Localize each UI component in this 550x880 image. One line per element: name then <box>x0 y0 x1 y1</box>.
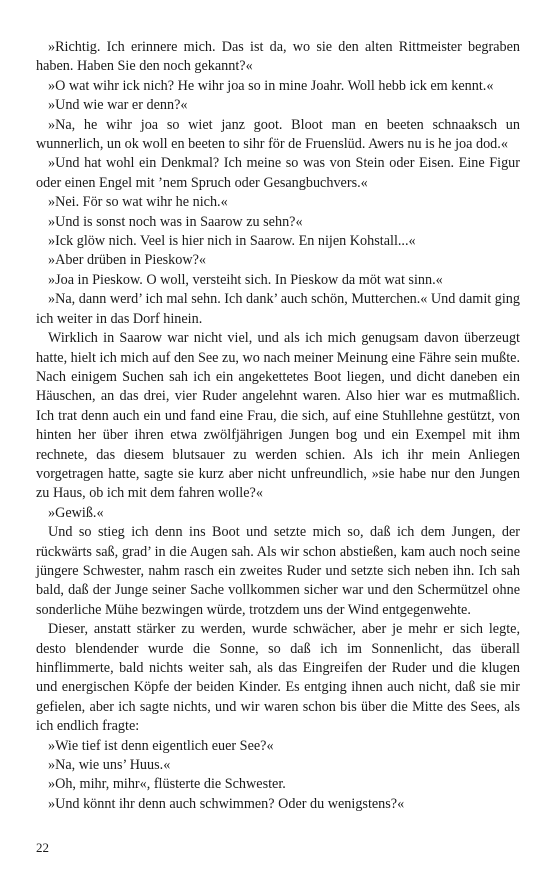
paragraph: »Wie tief ist denn eigentlich euer See?« <box>48 737 274 754</box>
paragraph: »Richtig. Ich erinnere mich. Das ist da, wo sie den alten Rittmeister begraben haben. Haben Sie den noch gekannt?« <box>36 39 520 75</box>
paragraph: »Joa in Pieskow. O woll, versteiht sich. In Pieskow da möt wat sinn.« <box>48 271 443 288</box>
paragraph: »Und hat wohl ein Denkmal? Ich meine so was von Stein oder Eisen. Eine Figur oder einen Engel mit ’nem Spruch oder Gesangbuchvers.« <box>36 155 520 191</box>
paragraph: »Na, wie uns’ Huus.« <box>48 757 171 774</box>
paragraph: Und so stieg ich denn ins Boot und setzte mich so, daß ich dem Jungen, der rückwärts saß, grad’ in die Augen sah. Als wir schon abstießen, kam auch noch seine jüngere Schwester, nahm rasch ein zweites Ruder und setzte sich neben ihn. Ich sah bald, daß der Junge seiner Sache vollkommen sicher war und den Schermützel ohne sonderliche Mühe bezwingen würde, trotzdem uns der Wind entgegenwehte. <box>36 524 520 618</box>
paragraph: »Gewiß.« <box>48 504 104 521</box>
paragraph: »Na, he wihr joa so wiet janz goot. Bloot man en beeten schnaaksch un wunnerlich, un ok woll en beeten to sihr för de Fruenslüd. Awers nu is he joa dod.« <box>36 116 520 153</box>
body-text <box>36 38 520 814</box>
paragraph: »Ick glöw nich. Veel is hier nich in Saarow. En nijen Kohstall...« <box>48 233 416 250</box>
paragraph: »Na, dann werd’ ich mal sehn. Ich dank’ auch schön, Mutterchen.« Und damit ging ich weiter in das Dorf hinein. <box>36 291 520 327</box>
paragraph: »Oh, mihr, mihr«, flüsterte die Schwester. <box>48 776 286 793</box>
paragraph: »Und wie war er denn?« <box>48 97 188 114</box>
paragraph: »Aber drüben in Pieskow?« <box>48 252 207 269</box>
paragraph: »Und könnt ihr denn auch schwimmen? Oder du wenigstens?« <box>48 795 405 812</box>
paragraph: »Und is sonst noch was in Saarow zu sehn?« <box>48 213 303 230</box>
page-number: 22 <box>36 840 49 855</box>
paragraph: Dieser, anstatt stärker zu werden, wurde schwächer, aber je mehr er sich legte, desto blendender wurde die Sonne, so daß ich im Sonnenlicht, das überall hinflimmerte, bald nichts weiter sah, als das Eingreifen der Ruder und die klugen und energischen Köpfe der beiden Kinder. Es entging ihnen auch nicht, daß sie mir gefielen, aber ich sagte nichts, und wir waren schon bis über die Mitte des Sees, als ich endlich fragte: <box>36 621 520 735</box>
paragraph: »Nei. För so wat wihr he nich.« <box>48 194 228 211</box>
paragraph: »O wat wihr ick nich? He wihr joa so in mine Joahr. Woll hebb ick em kennt.« <box>48 77 494 94</box>
paragraph: Wirklich in Saarow war nicht viel, und als ich mich genugsam davon überzeugt hatte, hielt ich mich auf den See zu, wo nach meiner Meinung eine Fähre sein mußte. Nach einigem Suchen sah ich ein angekettetes Boot liegen, und dicht daneben ein Häuschen, an das drei, vier Ruder angelehnt waren. Also hier war es mutmaßlich. Ich trat denn auch ein und fand eine Frau, die sich, auf eine Stuhllehne gestützt, von hinten her über ihren etwa zwölfjährigen Jungen bog und ein Exempel mit ihm rechnete, das diesem blutsauer zu werden schien. Als ich ihr mein Anliegen vorgetragen hatte, sagte sie kurz aber nicht unfreundlich, »sie habe nur den Jungen zu Haus, ob ich mit dem fahren wolle?« <box>36 330 520 502</box>
